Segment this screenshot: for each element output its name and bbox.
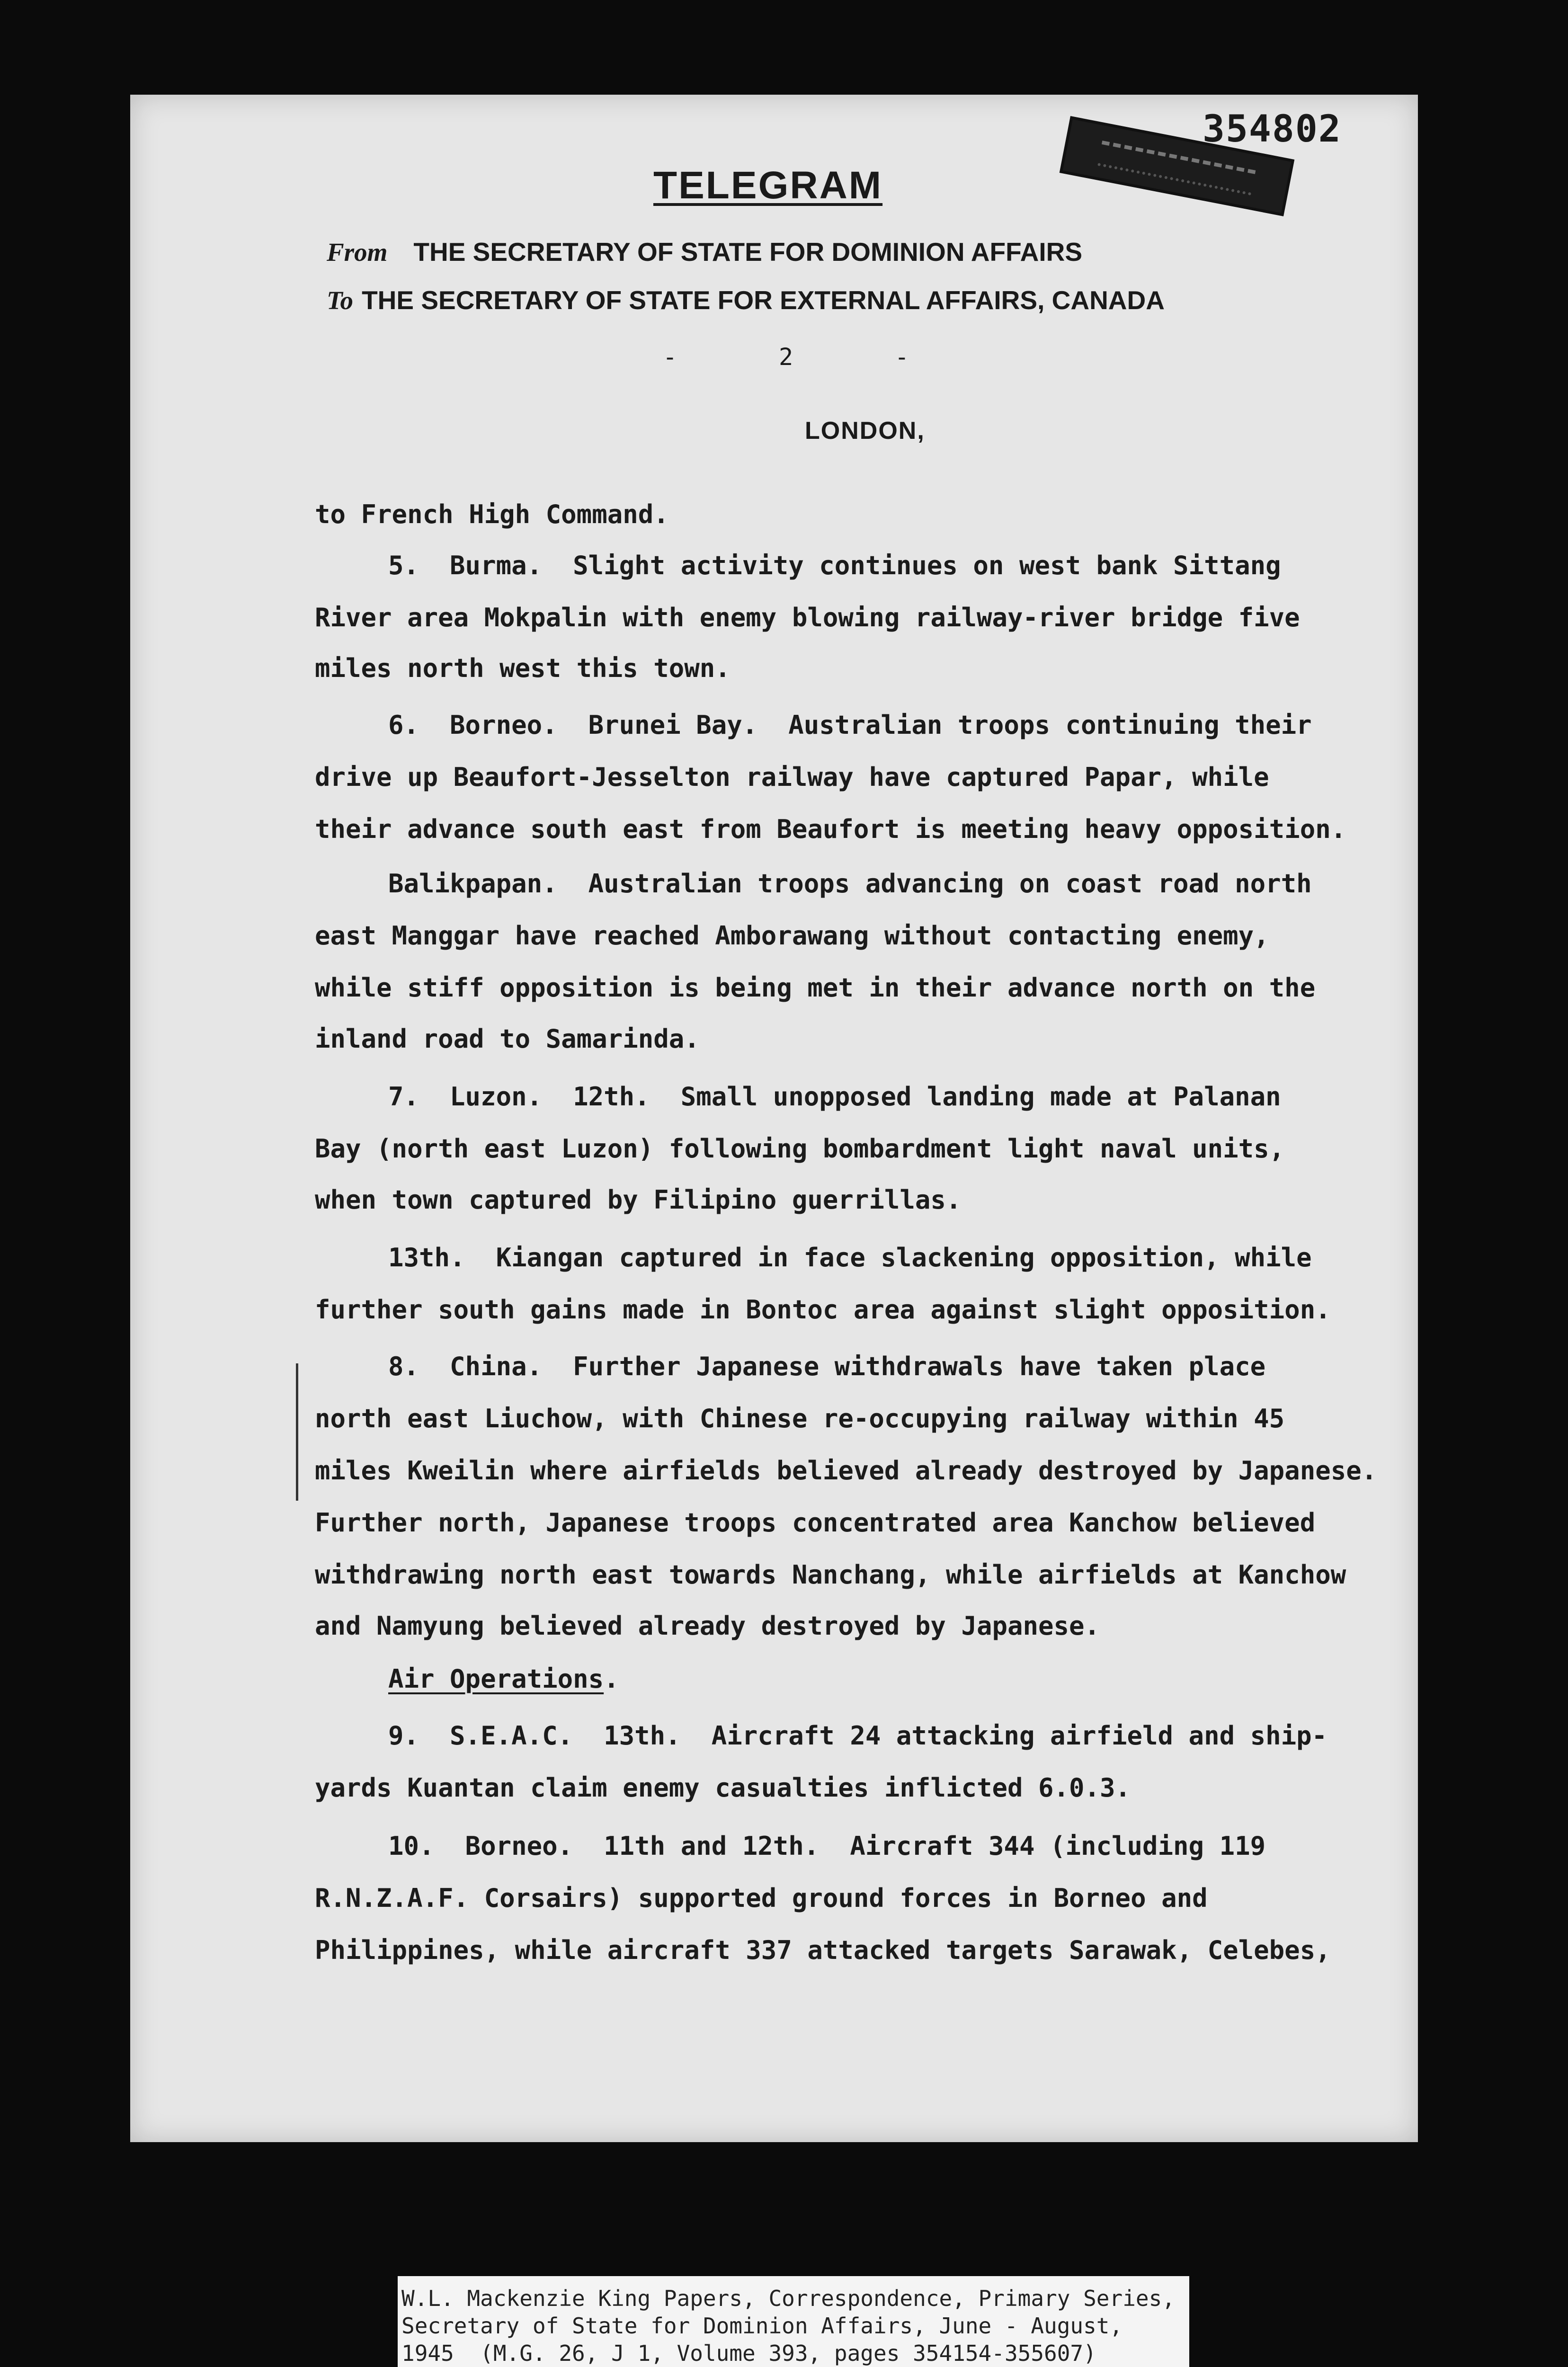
body-line: 9. S.E.A.C. 13th. Aircraft 24 attacking airfield and ship-: [388, 1721, 1327, 1751]
body-line: 6. Borneo. Brunei Bay. Australian troops continuing their: [388, 710, 1312, 740]
archive-citation-label: [398, 2276, 1189, 2367]
body-line: while stiff opposition is being met in their advance north on the: [315, 973, 1316, 1003]
to-label: To: [327, 286, 354, 315]
citation-line: 1945 (M.G. 26, J 1, Volume 393, pages 354154-355607): [401, 2340, 1096, 2366]
citation-line: Secretary of State for Dominion Affairs, June - August,: [401, 2313, 1123, 2339]
body-line: when town captured by Filipino guerrillas.: [315, 1185, 962, 1215]
from-line: [327, 237, 1082, 270]
body-line: 7. Luzon. 12th. Small unopposed landing made at Palanan: [388, 1082, 1281, 1112]
citation-line: W.L. Mackenzie King Papers, Correspondence, Primary Series,: [401, 2286, 1175, 2311]
air-operations-heading: [388, 1664, 619, 1702]
page-dash-right: -: [894, 343, 909, 371]
body-line: inland road to Samarinda.: [315, 1024, 700, 1054]
body-line: River area Mokpalin with enemy blowing railway-river bridge five: [315, 603, 1300, 632]
body-line: Bay (north east Luzon) following bombardment light naval units,: [315, 1134, 1285, 1164]
body-line: drive up Beaufort-Jesselton railway have captured Papar, while: [315, 762, 1269, 792]
body-line: miles north west this town.: [315, 653, 731, 683]
page-dash-left: -: [663, 343, 677, 371]
body-line: Philippines, while aircraft 337 attacked targets Sarawak, Celebes,: [315, 1935, 1331, 1965]
air-operations-period: .: [604, 1664, 619, 1694]
telegram-title: TELEGRAM: [653, 164, 883, 207]
body-line: withdrawing north east towards Nanchang, while airfields at Kanchow: [315, 1560, 1346, 1590]
body-line: Further north, Japanese troops concentrated area Kanchow believed: [315, 1508, 1316, 1538]
folio-number: 354802: [1203, 108, 1342, 151]
body-line: miles Kweilin where airfields believed already destroyed by Japanese.: [315, 1456, 1377, 1486]
body-line: 5. Burma. Slight activity continues on west bank Sittang: [388, 551, 1281, 580]
body-line: further south gains made in Bontoc area against slight opposition.: [315, 1295, 1331, 1325]
body-line: 13th. Kiangan captured in face slackening opposition, while: [388, 1243, 1312, 1272]
from-text: THE SECRETARY OF STATE FOR DOMINION AFFAIRS: [413, 237, 1083, 267]
body-line: to French High Command.: [315, 499, 669, 529]
page-number: 2: [778, 343, 793, 371]
page-number-line: [663, 343, 909, 376]
body-line: 8. China. Further Japanese withdrawals have taken place: [388, 1352, 1266, 1381]
margin-mark: [296, 1363, 298, 1501]
body-line: north east Liuchow, with Chinese re-occupying railway within 45: [315, 1404, 1285, 1433]
place-of-origin: LONDON,: [805, 417, 925, 445]
air-operations-label: Air Operations: [388, 1664, 604, 1694]
body-line: east Manggar have reached Amborawang without contacting enemy,: [315, 921, 1269, 951]
body-line: their advance south east from Beaufort is meeting heavy opposition.: [315, 814, 1346, 844]
body-line: Balikpapan. Australian troops advancing on coast road north: [388, 869, 1312, 899]
to-text: THE SECRETARY OF STATE FOR EXTERNAL AFFAIRS, CANADA: [362, 285, 1165, 315]
body-line: and Namyung believed already destroyed by Japanese.: [315, 1611, 1100, 1641]
body-line: R.N.Z.A.F. Corsairs) supported ground forces in Borneo and: [315, 1883, 1208, 1913]
body-line: 10. Borneo. 11th and 12th. Aircraft 344 (including 119: [388, 1831, 1266, 1861]
from-label: From: [327, 238, 388, 267]
to-line: [327, 285, 1165, 318]
body-line: yards Kuantan claim enemy casualties inflicted 6.0.3.: [315, 1773, 1131, 1803]
